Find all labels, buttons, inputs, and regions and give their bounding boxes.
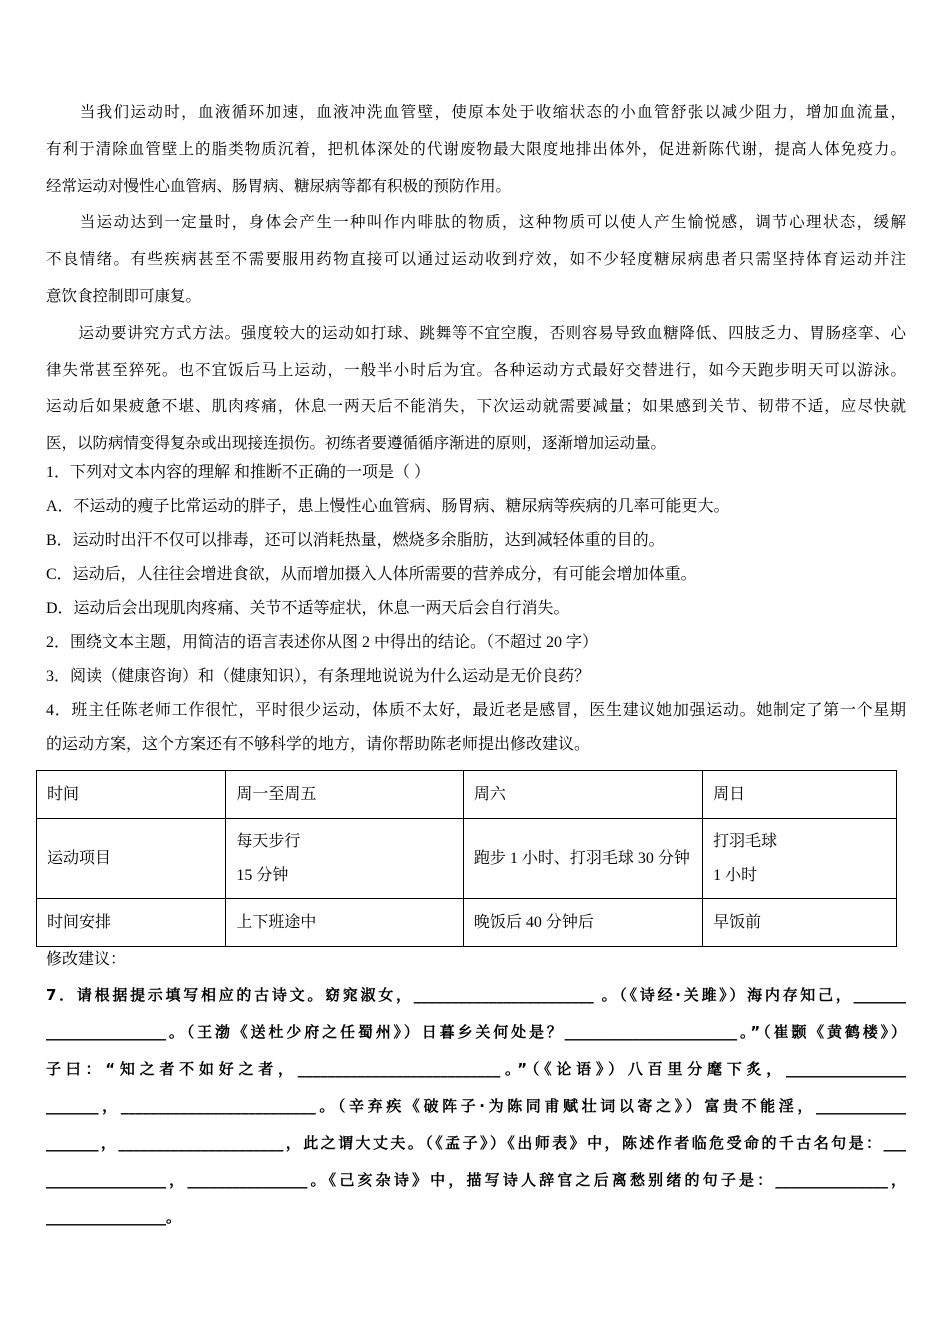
passage-line: 律失常甚至猝死。也不宜饭后马上运动，一般半小时后为宜。各种运动方式最好交替进行，如今天跑步明天可以游泳。 bbox=[46, 360, 906, 379]
table-cell: 时间安排 bbox=[37, 899, 226, 947]
table-row bbox=[37, 771, 897, 819]
table-cell: 打羽毛球 1 小时 bbox=[703, 819, 897, 899]
passage-line: 有利于清除血管壁上的脂类物质沉着，把机体深处的代谢废物最大限度地排出体外，促进新陈代谢，提高人体免疫力。 bbox=[46, 139, 906, 158]
question-7-line: 子曰：“知之者不如好之者，___________________________。”（《论语》）八百里分麾下炙，________________ bbox=[46, 1060, 906, 1078]
passage-line: 意饮食控制即可康复。 bbox=[46, 287, 202, 305]
suggestion-label: 修改建议： bbox=[46, 951, 127, 968]
passage-line: 经常运动对慢性心血管病、肠胃病、糖尿病等都有积极的预防作用。 bbox=[46, 176, 512, 195]
question-line: 的运动方案，这个方案还有不够科学的地方，请你帮助陈老师提出修改建议。 bbox=[46, 736, 591, 753]
passage-line: 运动要讲究方式方法。强度较大的运动如打球、跳舞等不宜空腹，否则容易导致血糖降低、四肢乏力、胃肠痉挛、心 bbox=[46, 323, 906, 342]
question-line: A．不运动的瘦子比常运动的胖子，患上慢性心血管病、肠胃病、糖尿病等疾病的几率可能更大。 bbox=[46, 498, 730, 515]
question-7-line: 7．请根据提示填写相应的古诗文。窈窕淑女，________________________ 。（《诗经·关雎》）海内存知己，_______ bbox=[46, 986, 906, 1004]
question-7-line: _______，______________________，此之谓大丈夫。（《孟子》）《出师表》中，陈述作者临危受命的千古名句是：___ bbox=[46, 1134, 906, 1152]
table-cell: 运动项目 bbox=[37, 819, 226, 899]
table-cell: 周一至周五 bbox=[226, 771, 464, 819]
question-line: B．运动时出汗不仅可以排毒，还可以消耗热量，燃烧多余脂肪，达到减轻体重的目的。 bbox=[46, 532, 665, 549]
table-row bbox=[37, 899, 897, 947]
question-line: 1．下列对文本内容的理解 和推断不正确的一项是（ ） bbox=[46, 464, 431, 481]
table-cell: 时间 bbox=[37, 771, 226, 819]
passage-line: 当运动达到一定量时，身体会产生一种叫作内啡肽的物质，这种物质可以使人产生愉悦感，调节心理状态，缓解 bbox=[46, 213, 906, 232]
table-cell: 周六 bbox=[463, 771, 702, 819]
question-line: 2．围绕文本主题，用简洁的语言表述你从图 2 中得出的结论。（不超过 20 字） bbox=[46, 634, 599, 651]
table-cell: 早饭前 bbox=[703, 899, 897, 947]
passage-line: 不良情绪。有些疾病甚至不需要服用药物直接可以通过运动收到疗效，如不少轻度糖尿病患者只需坚持体育运动并注 bbox=[46, 250, 906, 269]
table-cell: 周日 bbox=[703, 771, 897, 819]
question-line: 4．班主任陈老师工作很忙，平时很少运动，体质不太好，最近老是感冒，医生建议她加强运动。她制定了第一个星期 bbox=[46, 702, 906, 719]
passage-line: 运动后如果疲惫不堪、肌肉疼痛，休息一两天后不能消失，下次运动就需要减量；如果感到关节、韧带不适，应尽快就 bbox=[46, 397, 906, 416]
passage-line: 医，以防病情变得复杂或出现接连损伤。初练者要遵循循序渐进的原则，逐渐增加运动量。 bbox=[46, 434, 667, 453]
passage-line: 当我们运动时，血液循环加速，血液冲洗血管壁，使原本处于收缩状态的小血管舒张以减少阻力，增加血流量， bbox=[46, 103, 906, 121]
table-row bbox=[37, 819, 897, 899]
question-7-line: _______，__________________________。（辛弃疾《破阵子·为陈同甫赋壮词以寄之》）富贵不能淫，____________ bbox=[46, 1097, 906, 1115]
question-line: C．运动后，人往往会增进食欲，从而增加摄入人体所需要的营养成分，有可能会增加体重。 bbox=[46, 566, 697, 583]
table-cell: 每天步行 15 分钟 bbox=[226, 819, 464, 899]
table-cell: 跑步 1 小时、打羽毛球 30 分钟 bbox=[463, 819, 702, 899]
table-cell: 上下班途中 bbox=[226, 899, 464, 947]
question-line: 3．阅读（健康咨询）和（健康知识），有条理地说说为什么运动是无价良药？ bbox=[46, 668, 591, 685]
question-7-line: ________________，________________。《己亥杂诗》中，描写诗人辞官之后离愁别绪的句子是：_______________， bbox=[46, 1171, 906, 1189]
table-cell: 晚饭后 40 分钟后 bbox=[463, 899, 702, 947]
question-7-line: ________________。（王渤《送杜少府之任蜀州》）日暮乡关何处是？_______________________。”（崔颢《黄鹤楼》） bbox=[46, 1023, 906, 1041]
question-line: D．运动后会出现肌肉疼痛、关节不适等症状，休息一两天后会自行消失。 bbox=[46, 600, 570, 617]
question-7-line: ________________。 bbox=[46, 1208, 182, 1226]
exercise-plan-table bbox=[36, 770, 897, 947]
